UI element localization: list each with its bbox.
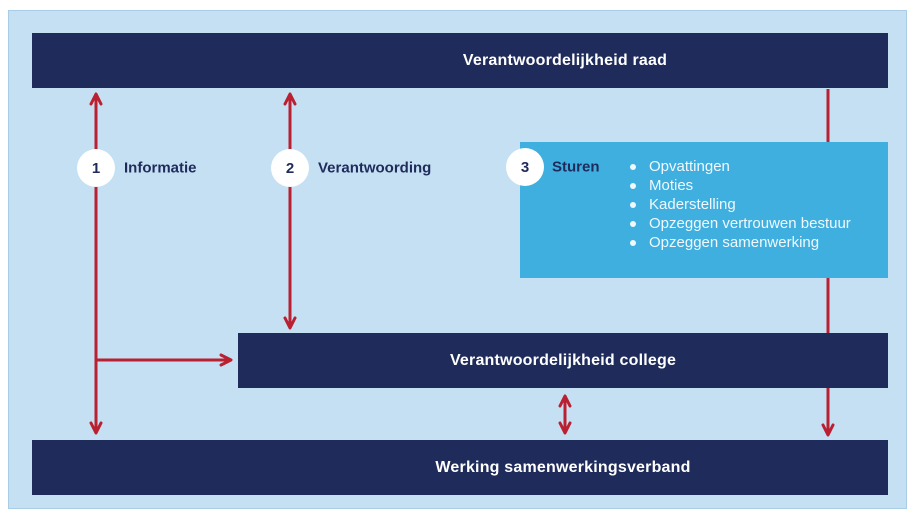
bullet-icon <box>630 164 636 170</box>
list-item <box>630 176 880 195</box>
bar-label: Verantwoordelijkheid raad <box>462 51 668 69</box>
step-number: 2 <box>285 159 295 177</box>
list-item-label: Opzeggen samenwerking <box>649 234 820 251</box>
step-label-verantwoording: Verantwoording <box>318 159 432 177</box>
list-item <box>630 157 880 176</box>
step-label-informatie: Informatie <box>124 159 197 177</box>
bar-werking-samenwerkingsverband <box>32 440 888 495</box>
step-circle-1 <box>77 149 115 187</box>
bullet-icon <box>630 183 636 189</box>
list-item <box>630 214 880 233</box>
step-circle-2 <box>271 149 309 187</box>
step-number: 3 <box>520 158 530 176</box>
bullet-icon <box>630 240 636 246</box>
list-item-label: Moties <box>649 177 694 194</box>
bar-verantwoordelijkheid-college <box>238 333 888 388</box>
bar-label: Werking samenwerkingsverband <box>435 458 691 476</box>
list-item-label: Opvattingen <box>649 158 730 175</box>
step-number: 1 <box>91 159 101 177</box>
list-item <box>630 233 880 252</box>
list-item <box>630 195 880 214</box>
bullet-icon <box>630 221 636 227</box>
bar-label: Verantwoordelijkheid college <box>449 351 677 369</box>
sturen-bullet-list <box>630 150 880 252</box>
step-circle-3 <box>506 148 544 186</box>
bullet-icon <box>630 202 636 208</box>
list-item-label: Kaderstelling <box>649 196 736 213</box>
list-item-label: Opzeggen vertrouwen bestuur <box>649 215 851 232</box>
bar-verantwoordelijkheid-raad <box>32 33 888 88</box>
step-label-sturen: Sturen <box>552 158 600 176</box>
